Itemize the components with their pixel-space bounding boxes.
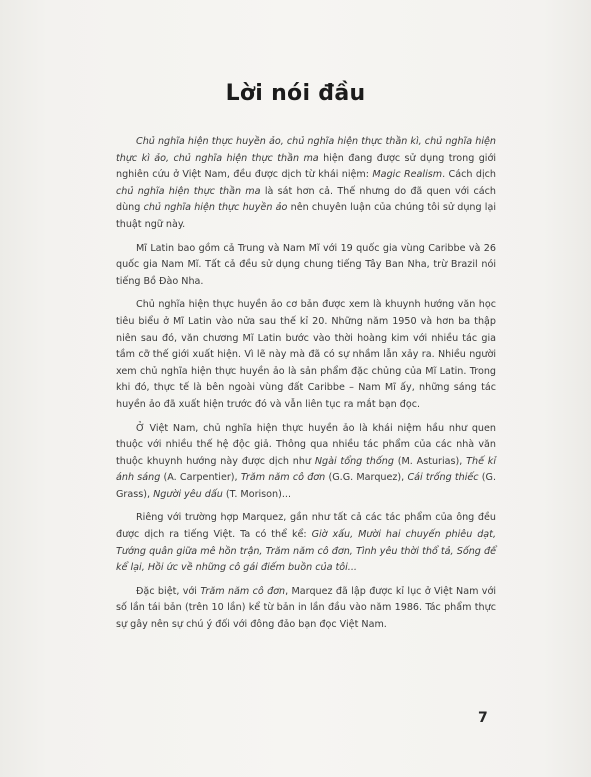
italic-title-text: Ngài tổng thống <box>314 455 394 467</box>
paragraph-text: Ở Việt Nam, chủ nghĩa hiện thực huyền ảo là khái niệm hầu như quen thuộc với nhiều thế hệ độc giả. Thông qua nhiều tác phẩm của các nhà văn thuộc khuynh hướng này được dịch như <box>116 422 496 467</box>
paragraph <box>116 510 496 576</box>
paragraph-text: (A. Carpentier), <box>160 472 241 484</box>
paragraph <box>116 134 496 234</box>
paragraph-text: (G. Grass), <box>116 472 497 500</box>
paragraph-text: hiện đang được sử dụng trong giới nghiên cứu ở Việt Nam, đều được dịch từ khái niệm: <box>116 152 496 181</box>
italic-title-text: Cái trống thiếc <box>407 472 479 484</box>
italic-title-text: chủ nghĩa hiện thực huyền ảo <box>143 202 288 214</box>
paragraph <box>116 297 496 413</box>
italic-title-text: chủ nghĩa hiện thực thần ma <box>116 185 261 197</box>
italic-title-text: Chủ nghĩa hiện thực huyền ảo, chủ nghĩa hiện thực thần kì, chủ nghĩa hiện thực kì ảo, chủ nghĩa hiện thực thần ma <box>116 136 496 164</box>
page-title: Lời nói đầu <box>225 81 366 106</box>
paragraph-text: Chủ nghĩa hiện thực huyền ảo cơ bản được xem là khuynh hướng văn học tiêu biểu ở Mĩ Latin vào nửa sau thế kỉ 20. Những năm 1950 và hơn ba thập niên sau đó, văn chương Mĩ Latin bước vào thời hoàng kim với nhiều tác gia tầm cỡ thế giới xuất hiện. Vì lẽ này mà đã có sự nhầm lẫn xảy ra. Nhiều người xem chủ nghĩa hiện thực huyền ảo là sản phẩm đặc chủng của Mĩ Latin. Trong khi đó, thực tế là bên ngoài vùng đất Caribbe – Nam Mĩ ấy, những sáng tác huyền ảo đã xuất hiện trước đó và vẫn liên tục ra mắt bạn đọc. <box>116 299 496 410</box>
paragraph-text: Mĩ Latin bao gồm cả Trung và Nam Mĩ với 19 quốc gia vùng Caribbe và 26 quốc gia Nam Mĩ. Tất cả đều sử dụng chung tiếng Tây Ban Nha, trừ Brazil nói tiếng Bồ Đào Nha. <box>116 242 496 287</box>
italic-title-text: Trăm năm cô đơn <box>200 585 286 597</box>
paragraph-text: nên chuyên luận của chúng tôi sử dụng lại thuật ngữ này. <box>116 202 496 230</box>
italic-title-text: Người yêu dấu <box>153 488 223 500</box>
paragraph-text: Đặc biệt, với <box>136 585 201 597</box>
paragraph <box>116 584 496 634</box>
paragraph-text: là sát hơn cả. Thế nhưng do đã quen với cách dùng <box>116 185 496 214</box>
page-number: 7 <box>478 710 488 726</box>
bleed-through-text <box>118 58 121 68</box>
italic-title-text: Magic Realism <box>372 169 443 181</box>
bleed-through-text <box>518 110 524 130</box>
paragraph <box>116 241 496 291</box>
paragraph <box>116 421 496 504</box>
bleed-through-text <box>118 40 121 50</box>
paragraph-text: Riêng với trường hợp Marquez, gần như tất cả các tác phẩm của ông đều được dịch ra tiếng Việt. Ta có thể kể: <box>116 512 496 541</box>
italic-title-text: Thế kỉ ánh sáng <box>116 455 496 484</box>
paragraph-text: , Marquez đã lập được kỉ lục ở Việt Nam với số lần tái bản (trên 10 lần) kể từ bản in lần đầu vào năm 1986. Tác phẩm thực sự gây nên sự chú ý đối với đông đảo bạn đọc Việt Nam. <box>116 585 496 631</box>
paragraph-text: (G.G. Marquez), <box>325 472 408 484</box>
bleed-through-text <box>522 168 528 188</box>
paragraph-text: (T. Morison)... <box>222 488 292 500</box>
paragraph-text: (M. Asturias), <box>393 455 467 467</box>
body-text <box>116 134 496 641</box>
italic-title-text: Giờ xấu, Mười hai chuyến phiêu dạt, Tướng quân giữa mê hồn trận, Trăm năm cô đơn, Tình yêu thời thổ tả, Sống để kể lại, Hồi ức về những cô gái điếm buồn của tôi... <box>116 529 496 574</box>
italic-title-text: Trăm năm cô đơn <box>240 472 326 484</box>
paragraph-text: . Cách dịch <box>442 169 496 181</box>
